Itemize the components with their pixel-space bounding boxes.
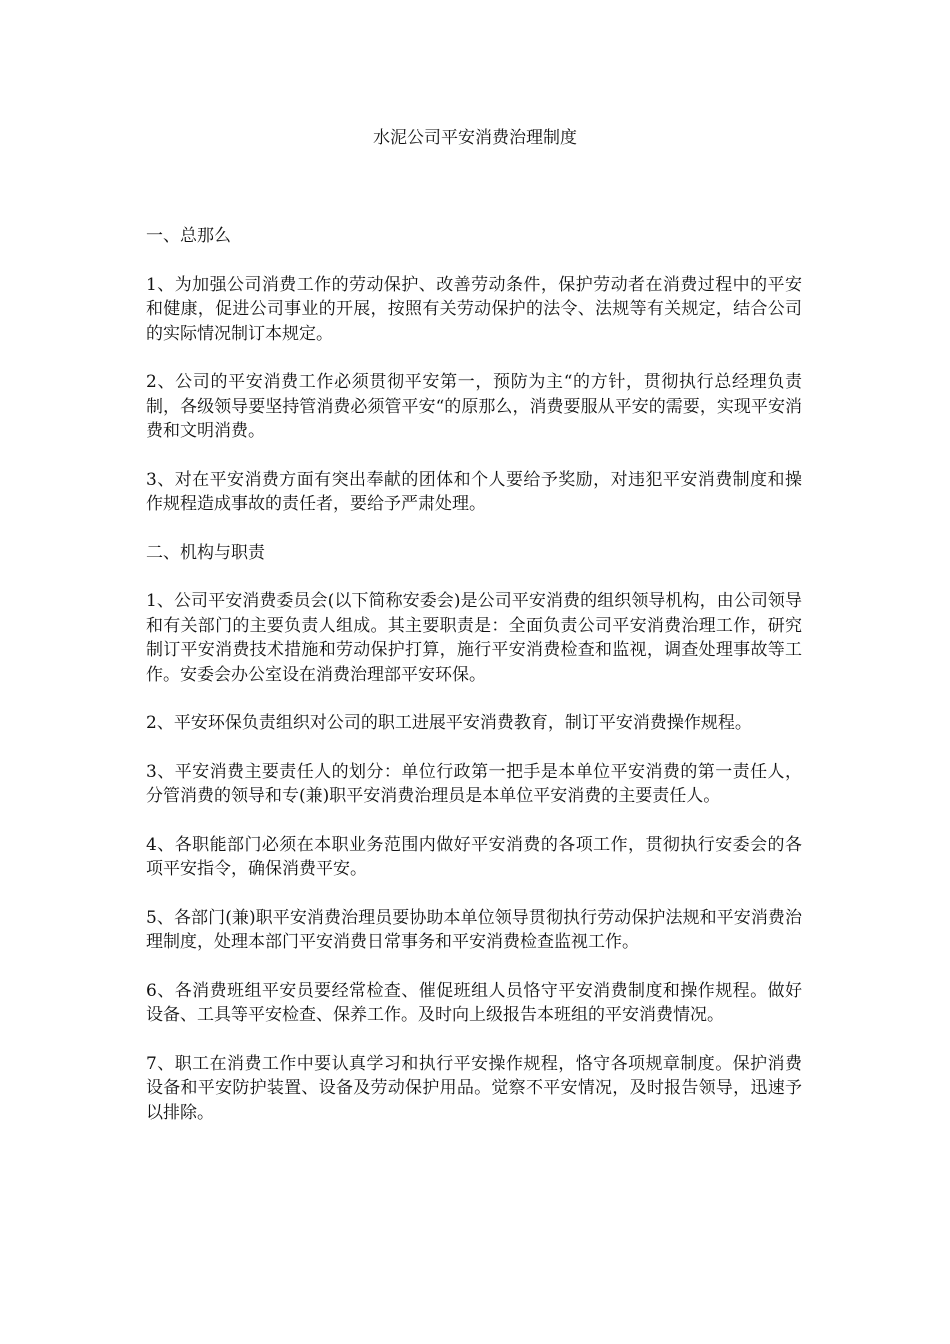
paragraph: 6、各消费班组平安员要经常检查、催促班组人员恪守平安消费制度和操作规程。做好设备、工具等平安检查、保养工作。及时向上级报告本班组的平安消费情况。 [146, 980, 802, 1025]
section-heading: 一、总那么 [146, 226, 231, 246]
paragraph: 1、公司平安消费委员会(以下简称安委会)是公司平安消费的组织领导机构，由公司领导和有关部门的主要负责人组成。其主要职责是：全面负责公司平安消费治理工作，研究制订平安消费技术措施和劳动保护打算，施行平安消费检查和监视，调查处理事故等工作。安委会办公室设在消费治理部平安环保。 [146, 591, 802, 685]
section-general [146, 224, 802, 517]
paragraph: 2、公司的平安消费工作必须贯彻平安第一，预防为主“的方针，贯彻执行总经理负责制，各级领导要坚持管消费必须管平安“的原那么，消费要服从平安的需要，实现平安消费和文明消费。 [146, 372, 802, 441]
paragraph: 5、各部门(兼)职平安消费治理员要协助本单位领导贯彻执行劳动保护法规和平安消费治理制度，处理本部门平安消费日常事务和平安消费检查监视工作。 [146, 907, 802, 952]
paragraph: 1、为加强公司消费工作的劳动保护、改善劳动条件，保护劳动者在消费过程中的平安和健康，促进公司事业的开展，按照有关劳动保护的法令、法规等有关规定，结合公司的实际情况制订本规定。 [146, 274, 802, 344]
document-title: 水泥公司平安消费治理制度 [373, 128, 577, 148]
paragraph: 3、对在平安消费方面有突出奉献的团体和个人要给予奖励，对违犯平安消费制度和操作规程造成事故的责任者，要给予严肃处理。 [146, 469, 802, 514]
document-body [146, 224, 802, 1149]
paragraph: 2、平安环保负责组织对公司的职工进展平安消费教育，制订平安消费操作规程。 [146, 713, 752, 733]
paragraph: 4、各职能部门必须在本职业务范围内做好平安消费的各项工作，贯彻执行安委会的各项平安指令，确保消费平安。 [146, 834, 802, 879]
paragraph: 7、职工在消费工作中要认真学习和执行平安操作规程，恪守各项规章制度。保护消费设备和平安防护装置、设备及劳动保护用品。觉察不平安情况，及时报告领导，迅速予以排除。 [146, 1053, 802, 1123]
section-heading: 二、机构与职责 [146, 542, 265, 563]
section-organization [146, 541, 802, 1126]
paragraph: 3、平安消费主要责任人的划分：单位行政第一把手是本单位平安消费的第一责任人，分管消费的领导和专(兼)职平安消费治理员是本单位平安消费的主要责任人。 [146, 761, 802, 806]
